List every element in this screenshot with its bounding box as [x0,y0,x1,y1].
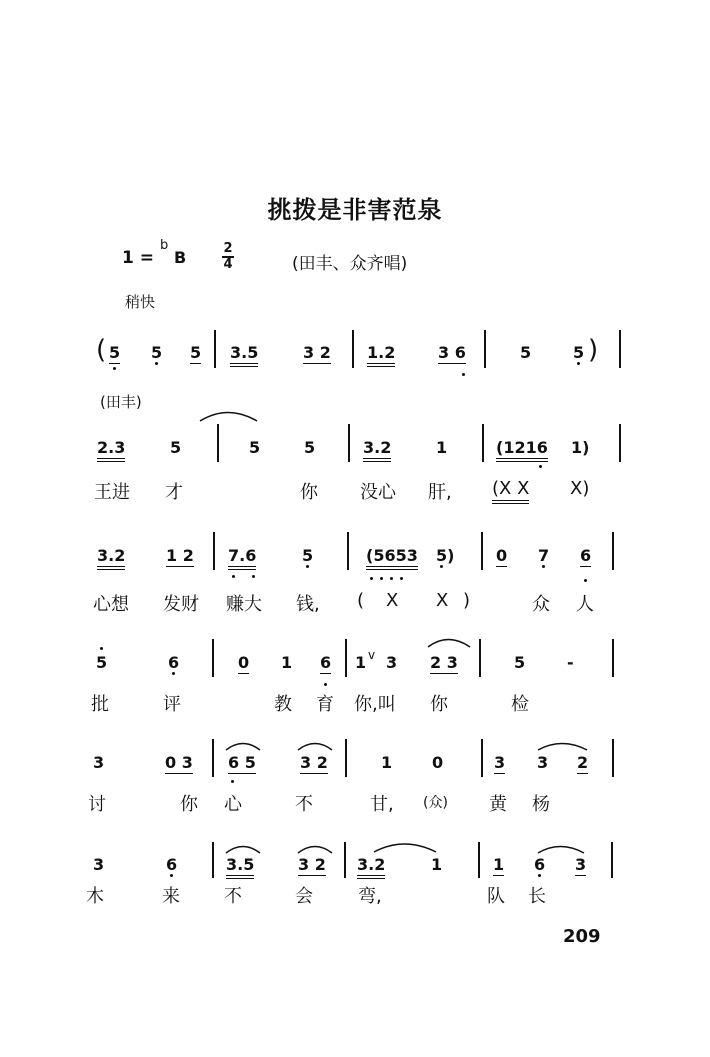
note: 5 [304,438,316,457]
page-number: 209 [563,926,601,947]
note: 3.2 [97,546,125,570]
key-signature-label: 1 = [122,248,154,268]
lyric: 心 [224,794,242,815]
slur [298,847,332,854]
page-title: 挑拨是非害范泉 [267,196,443,224]
lyric: 赚大 [226,594,262,615]
note: 7 [538,546,550,565]
note: 3.5 [226,855,254,879]
note: 1 [431,855,443,874]
lyric: X) [570,478,590,499]
slur [374,844,436,852]
lyric: 不 [224,886,242,907]
lyric: 众 [532,594,550,615]
note: 2 [577,753,589,772]
lyric: 弯, [358,886,382,907]
note: 6 5 [228,753,256,772]
slur [428,640,470,648]
note: 3 [494,753,506,772]
lyric: 钱, [296,594,320,615]
note: 3 [575,855,587,874]
note: 5) [436,546,455,565]
lyric-chorus-mark: (众) [423,795,448,811]
slur [298,744,332,751]
note: 5 [573,343,585,362]
note: 5 [302,546,314,565]
breath-mark: v [368,648,376,662]
note: 3.5 [230,343,258,367]
lyric: 教 [274,694,292,715]
lyric: 杨 [532,794,550,815]
slur [200,413,257,422]
note: 5 [96,653,108,672]
note: 6 [580,546,592,565]
dash: - [567,653,574,672]
slur [226,847,260,854]
note: (5653 [366,546,418,570]
lyric: 长 [528,886,546,907]
note: 6 [168,653,180,672]
lyric: 队 [487,886,505,907]
lyric: ( [357,590,365,611]
lyric: ) [463,590,471,611]
note: 7.6 [228,546,256,570]
lyric: 甘, [370,794,394,815]
note: 1 [436,438,448,457]
note: 3 [386,653,398,672]
lyric: 没心 [360,482,396,503]
note: 3.2 [357,855,385,879]
lyric: 才 [165,482,183,503]
lyric: 讨 [88,794,106,815]
singers-note: (田丰、众齐唱) [292,254,408,274]
lyric: 会 [295,886,313,907]
lyric: 育 [316,694,334,715]
note: 1 2 [166,546,194,565]
note: 5 [249,438,261,457]
lyric: 你,叫 [354,694,396,715]
flat-sign: b [160,238,169,253]
note: 3 [537,753,549,772]
singer-label: (田丰) [100,393,142,411]
intro-open-paren: ( [96,335,107,365]
key-note: B [174,248,187,267]
lyric: 你 [300,482,318,503]
note: 6 [320,653,332,672]
note: 1.2 [367,343,395,367]
time-signature-top: 2 [223,241,233,256]
note: 2.3 [97,438,125,462]
lyric: 木 [86,886,104,907]
lyric: 来 [162,886,180,907]
note: 6 [166,855,178,874]
lyric: 黄 [489,794,507,815]
note: 3 2 [300,753,328,772]
note: 2 3 [430,653,458,672]
note: 0 [496,546,508,565]
note: (1216 [496,438,548,462]
note: 5 [190,343,202,362]
note: 0 3 [165,753,193,772]
note: 0 [432,753,444,772]
slur [538,744,587,751]
note: 5 [151,343,163,362]
note: 5 [514,653,526,672]
lyric: 肝, [428,482,452,503]
lyric: 不 [295,794,313,815]
note: 3.2 [363,438,391,462]
lyric: 检 [511,694,529,715]
tempo-marking: 稍快 [125,293,156,311]
note: 3 2 [303,343,331,362]
lyric: 王进 [94,482,130,503]
note: 1 [281,653,293,672]
lyric: 发财 [163,594,199,615]
note: 0 [238,653,250,672]
note: 1 [355,653,367,672]
time-signature-bottom: 4 [223,257,233,272]
note: 1) [571,438,590,457]
intro-close-paren: ) [588,335,599,365]
lyric: X [436,590,449,611]
lyric: 心想 [93,594,129,615]
lyric: X [386,590,399,611]
note: 6 [534,855,546,874]
note: 3 2 [298,855,326,874]
note: 3 [93,855,105,874]
lyric: (X X [492,478,529,504]
slur [226,744,260,751]
slur [538,847,584,854]
lyric: 人 [576,594,594,615]
note: 1 [493,855,505,874]
note: 5 [170,438,182,457]
lyric: 你 [180,794,198,815]
note: 5 [109,343,121,362]
note: 5 [520,343,532,362]
note: 3 [93,753,105,772]
lyric: 评 [163,694,181,715]
note: 3 6 [438,343,466,362]
lyric: 批 [91,694,109,715]
lyric: 你 [430,694,448,715]
note: 1 [381,753,393,772]
